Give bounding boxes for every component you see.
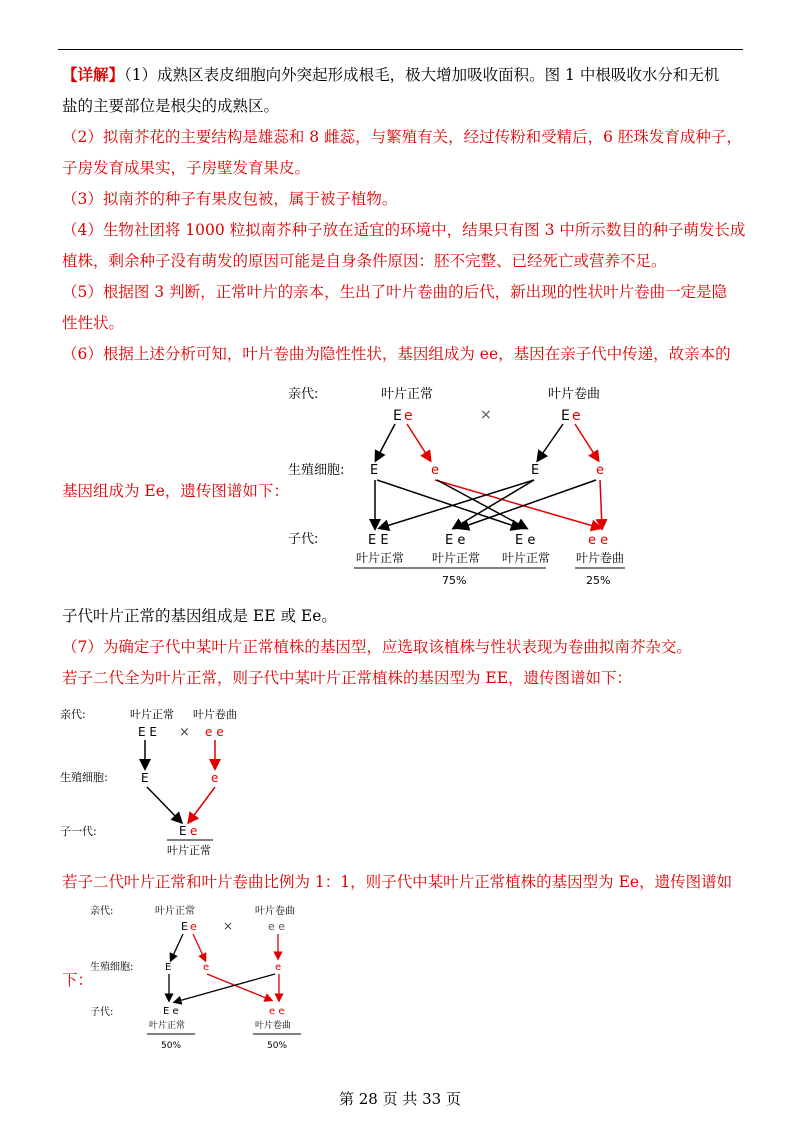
gamete-2: e xyxy=(431,463,439,478)
child-label-3: 叶片正常 xyxy=(502,551,551,565)
row-label-parent: 亲代: xyxy=(288,387,319,402)
parent-right-label: 叶片卷曲 xyxy=(255,906,295,917)
paragraph-7b: 若子二代全为叶片正常，则子代中某叶片正常植株的基因型为 EE，遗传图谱如下： xyxy=(62,669,633,687)
child-label-1: 叶片正常 xyxy=(356,551,405,565)
explanation-header: 【详解】 xyxy=(62,65,125,84)
pct-2: 50% xyxy=(267,1041,288,1051)
paragraph-6c: 子代叶片正常的基因组成是 EE 或 Ee。 xyxy=(62,607,337,625)
paragraph-3: （3）拟南芥的种子有果皮包被，属于被子植物。 xyxy=(62,190,398,208)
row-label-child: 子一代: xyxy=(60,825,97,838)
child-label: 叶片正常 xyxy=(167,844,211,857)
gamete-3: E xyxy=(531,463,540,478)
parent-right-label: 叶片卷曲 xyxy=(548,387,601,402)
page-footer: 第 28 页 共 33 页 xyxy=(338,1090,461,1108)
parent-left-label: 叶片正常 xyxy=(381,387,434,402)
row-label-parent: 亲代: xyxy=(90,906,114,917)
pct-normal: 75% xyxy=(442,574,467,587)
pedigree-diagram-2 xyxy=(55,702,265,862)
child-2: e e xyxy=(269,1006,285,1017)
child-2: E e xyxy=(445,533,466,548)
paragraph-6b: 基因组成为 Ee，遗传图谱如下： xyxy=(62,482,289,500)
child-label-2: 叶片正常 xyxy=(432,551,481,565)
row-label-gamete: 生殖细胞: xyxy=(90,962,134,973)
parent-left-E: E xyxy=(181,920,188,933)
top-rule xyxy=(58,49,743,50)
pedigree-diagram-3 xyxy=(85,900,325,1060)
child-E: E xyxy=(179,824,187,838)
gamete-right: e xyxy=(211,771,219,785)
paragraph-6a: （6）根据上述分析可知，叶片卷曲为隐性性状，基因组成为 ee，基因在亲子代中传递，故亲本的 xyxy=(62,345,731,363)
paragraph-7d: 下： xyxy=(62,971,94,989)
cross-symbol: × xyxy=(223,919,234,933)
child-1: E E xyxy=(368,533,389,548)
cross-symbol: × xyxy=(480,407,492,423)
gamete-1: E xyxy=(165,962,172,973)
child-3: E e xyxy=(515,533,536,548)
parent-right-geno: e e xyxy=(268,920,286,933)
child-1: E e xyxy=(163,1006,179,1017)
pct-1: 50% xyxy=(161,1041,182,1051)
paragraph-2b: 子房发育成果实，子房壁发育果皮。 xyxy=(62,159,311,177)
child-label-4: 叶片卷曲 xyxy=(576,551,625,565)
paragraph-1b: 盐的主要部位是根尖的成熟区。 xyxy=(62,97,280,115)
pct-curl: 25% xyxy=(586,574,611,587)
paragraph-5a: （5）根据图 3 判断，正常叶片的亲本，生出了叶片卷曲的后代，新出现的性状叶片卷曲一定是隐 xyxy=(62,283,728,301)
parent-right-label: 叶片卷曲 xyxy=(193,708,237,721)
pedigree-diagram-1 xyxy=(280,378,640,593)
parent-right-E: E xyxy=(561,408,570,424)
row-label-child: 子代: xyxy=(288,532,319,547)
row-label-gamete: 生殖细胞: xyxy=(288,463,345,478)
gamete-1: E xyxy=(370,463,379,478)
paragraph-4a: （4）生物社团将 1000 粒拟南芥种子放在适宜的环境中，结果只有图 3 中所示数目的种子萌发长成 xyxy=(62,221,746,239)
child-label-2: 叶片卷曲 xyxy=(255,1021,292,1031)
gamete-2: e xyxy=(203,962,210,973)
child-4: e e xyxy=(588,533,609,548)
parent-left-E: E xyxy=(393,408,402,424)
parent-left-label: 叶片正常 xyxy=(130,708,174,721)
child-label-1: 叶片正常 xyxy=(149,1021,186,1031)
gamete-3: e xyxy=(275,962,282,973)
paragraph-7a: （7）为确定子代中某叶片正常植株的基因型，应选取该植株与性状表现为卷曲拟南芥杂交。 xyxy=(62,638,692,656)
paragraph-1a: 【详解】（1）成熟区表皮细胞向外突起形成根毛，极大增加吸收面积。图 1 中根吸收水分和无机 xyxy=(62,65,720,84)
parent-right-e: e xyxy=(572,408,581,424)
gamete-4: e xyxy=(596,463,604,478)
paragraph-4b: 植株，剩余种子没有萌发的原因可能是自身条件原因：胚不完整、已经死亡或营养不足。 xyxy=(62,252,667,270)
parent-right-geno: e e xyxy=(205,725,224,739)
parent-left-e: e xyxy=(190,920,197,933)
paragraph-7c: 若子二代叶片正常和叶片卷曲比例为 1：1，则子代中某叶片正常植株的基因型为 Ee，遗传图谱如 xyxy=(62,873,733,891)
gamete-left: E xyxy=(141,771,149,785)
parent-left-geno: E E xyxy=(138,725,157,739)
cross-symbol: × xyxy=(179,725,190,740)
parent-left-e: e xyxy=(404,408,413,424)
child-e: e xyxy=(190,824,198,838)
paragraph-2a: （2）拟南芥花的主要结构是雄蕊和 8 雌蕊，与繁殖有关，经过传粉和受精后，6 胚珠发育成种子， xyxy=(62,128,742,146)
paragraph-5b: 性性状。 xyxy=(62,314,125,332)
row-label-parent: 亲代: xyxy=(60,708,86,721)
parent-left-label: 叶片正常 xyxy=(155,906,195,917)
row-label-child: 子代: xyxy=(90,1007,114,1018)
row-label-gamete: 生殖细胞: xyxy=(60,771,108,784)
